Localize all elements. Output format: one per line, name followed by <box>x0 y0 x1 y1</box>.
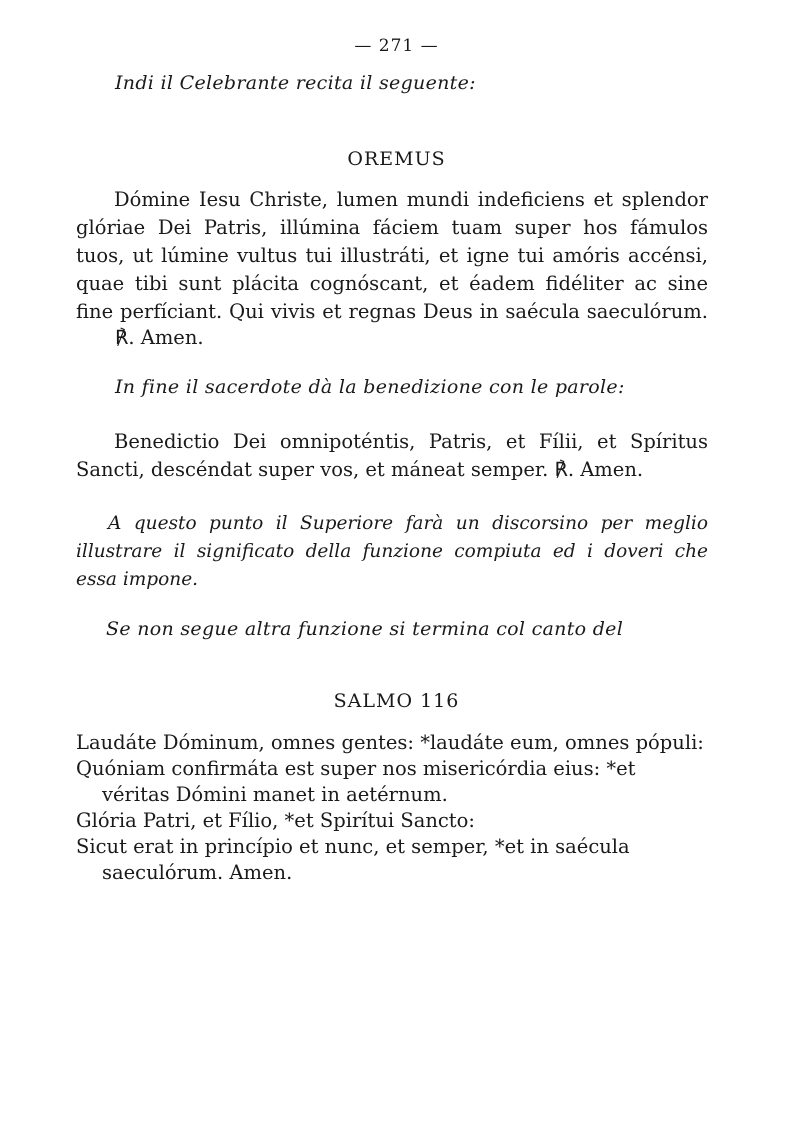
psalm-heading: SALMO 116 <box>333 690 460 712</box>
prayer-line: fine perfíciant. Qui vivis et regnas Deus in saécula saeculórum. <box>76 300 708 323</box>
oremus-heading: OREMUS <box>347 148 446 170</box>
page-number: — 271 — <box>354 36 439 56</box>
rubric-intro: Indi il Celebrante recita il seguente: <box>115 72 476 94</box>
blessing-text <box>76 428 708 484</box>
blessing-line: Benedictio Dei omnipoténtis, Patris, et Fílii, et Spíritus <box>114 430 708 453</box>
psalm-verse: Glória Patri, et Fílio, *et Spirítui Sancto: <box>76 809 475 832</box>
rubric-superiore <box>76 510 708 594</box>
prayer-line: Dómine Iesu Christe, lumen mundi indeficiens et splendor <box>114 188 708 211</box>
rubric-line: A questo punto il Superiore farà un discorsino per meglio <box>108 513 708 534</box>
psalm-verse: Sicut erat in princípio et nunc, et semper, *et in saécula saeculórum. Amen. <box>76 835 630 884</box>
prayer-line: glóriae Dei Patris, illúmina fáciem tuam super hos fámulos <box>76 216 708 239</box>
psalm-verse: Laudáte Dóminum, omnes gentes: *laudáte eum, omnes pópuli: <box>76 731 704 754</box>
rubric-closing: Se non segue altra funzione si termina col canto del <box>106 618 624 640</box>
prayer-line: quae tibi sunt plácita cognóscant, et éadem fidéliter ac sine <box>76 272 708 295</box>
prayer-amen: ℟. Amen. <box>115 326 204 349</box>
blessing-line: Sancti, descéndat super vos, et máneat semper. ℟. Amen. <box>76 458 644 481</box>
prayer-line: tuos, ut lúmine vultus tui illustráti, et igne tui amóris accénsi, <box>76 244 708 267</box>
rubric-line: essa impone. <box>76 569 199 590</box>
rubric-line: illustrare il significato della funzione compiuta ed i doveri che <box>76 541 708 562</box>
rubric-blessing: In fine il sacerdote dà la benedizione con le parole: <box>115 376 625 398</box>
psalm-text <box>76 730 706 886</box>
oremus-prayer <box>76 186 708 326</box>
psalm-verse: Quóniam confirmáta est super nos misericórdia eius: *et véritas Dómini manet in aetérnum. <box>76 757 636 806</box>
